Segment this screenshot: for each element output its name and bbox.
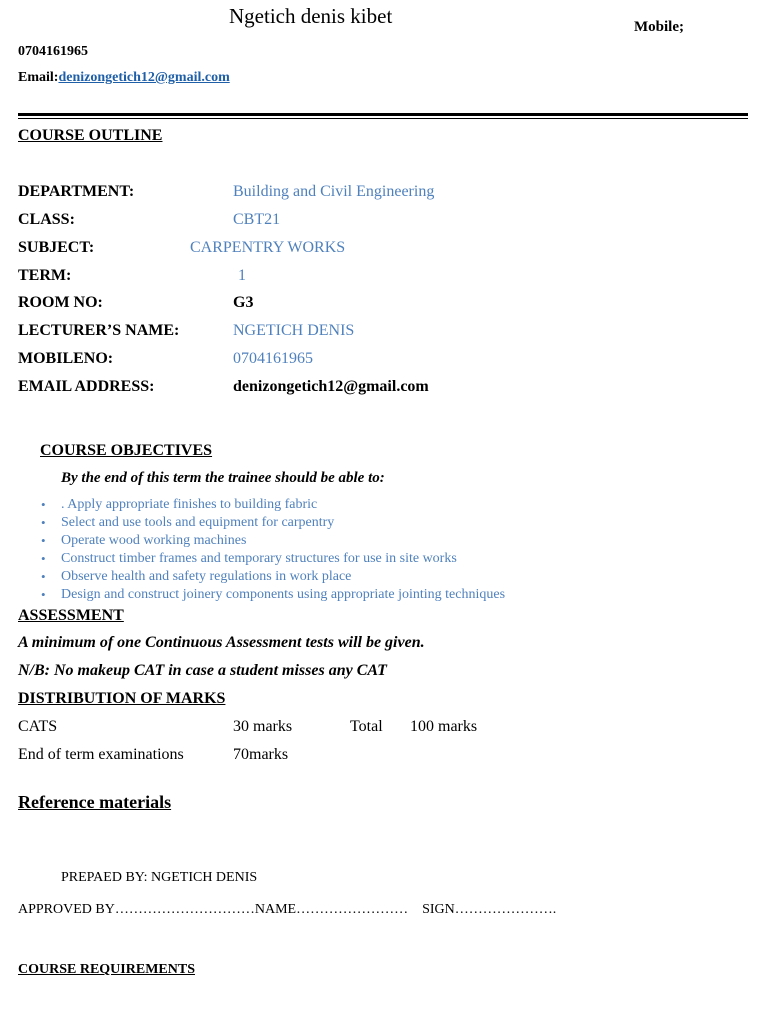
class-label: CLASS:: [18, 211, 75, 228]
assessment-heading: ASSESSMENT: [18, 607, 124, 624]
lecturer-value: NGETICH DENIS: [233, 322, 355, 339]
email-address-value: denizongetich12@gmail.com: [233, 378, 429, 395]
exam-label: End of term examinations: [18, 746, 184, 763]
bullet-icon: •: [41, 515, 46, 530]
email-label: Email:: [18, 70, 59, 85]
room-label: ROOM NO:: [18, 294, 103, 311]
objective-text: Operate wood working machines: [61, 533, 247, 548]
approval-line: APPROVED BY…………………………NAME…………………… SIGN………………….: [18, 902, 557, 917]
cats-label: CATS: [18, 718, 58, 735]
department-label: DEPARTMENT:: [18, 183, 135, 200]
bullet-icon: •: [41, 551, 46, 566]
list-item: [40, 514, 505, 532]
marks-heading: DISTRIBUTION OF MARKS: [18, 690, 226, 707]
lecturer-label: LECTURER’S NAME:: [18, 322, 180, 339]
objectives-list: [40, 496, 505, 604]
term-value: 1: [238, 267, 246, 284]
mobile-label: Mobile;: [634, 19, 684, 35]
department-value: Building and Civil Engineering: [233, 183, 435, 200]
total-label: Total: [350, 718, 383, 735]
objective-text: Design and construct joinery components using appropriate jointing techniques: [61, 587, 506, 602]
term-label: TERM:: [18, 267, 72, 284]
list-item: [40, 532, 505, 550]
email-address-label: EMAIL ADDRESS:: [18, 378, 155, 395]
total-value: 100 marks: [410, 718, 478, 735]
mobileno-value: 0704161965: [233, 350, 313, 367]
objective-text: . Apply appropriate finishes to building fabric: [61, 497, 318, 512]
assessment-line-1: A minimum of one Continuous Assessment tests will be given.: [18, 634, 425, 651]
email-line: [18, 70, 230, 86]
bullet-icon: •: [41, 569, 46, 584]
assessment-line-2: N/B: No makeup CAT in case a student misses any CAT: [18, 662, 387, 679]
list-item: [40, 586, 505, 604]
class-value: CBT21: [233, 211, 281, 228]
room-value: G3: [233, 294, 254, 311]
prepared-by: PREPAED BY: NGETICH DENIS: [61, 870, 258, 885]
subject-label: SUBJECT:: [18, 239, 95, 256]
bullet-icon: •: [41, 533, 46, 548]
list-item: [40, 550, 505, 568]
author-name: Ngetich denis kibet: [229, 4, 393, 28]
header-divider-thin: [18, 118, 748, 119]
objectives-intro: By the end of this term the trainee should be able to:: [61, 470, 385, 486]
references-heading: Reference materials: [18, 792, 172, 812]
objective-text: Construct timber frames and temporary structures for use in site works: [61, 551, 457, 566]
list-item: [40, 496, 505, 514]
course-requirements-heading: COURSE REQUIREMENTS: [18, 962, 195, 977]
subject-value: CARPENTRY WORKS: [190, 239, 346, 256]
mobileno-label: MOBILENO:: [18, 350, 114, 367]
objective-text: Select and use tools and equipment for carpentry: [61, 515, 335, 530]
list-item: [40, 568, 505, 586]
email-link[interactable]: denizongetich12@gmail.com: [58, 70, 230, 85]
header-divider-thick: [18, 113, 748, 116]
bullet-icon: •: [41, 587, 46, 602]
phone-number: 0704161965: [18, 44, 88, 59]
bullet-icon: •: [41, 497, 46, 512]
objective-text: Observe health and safety regulations in work place: [61, 569, 352, 584]
exam-value: 70marks: [233, 746, 289, 763]
objectives-heading: COURSE OBJECTIVES: [40, 442, 213, 459]
cats-value: 30 marks: [233, 718, 293, 735]
course-outline-heading: COURSE OUTLINE: [18, 127, 163, 144]
